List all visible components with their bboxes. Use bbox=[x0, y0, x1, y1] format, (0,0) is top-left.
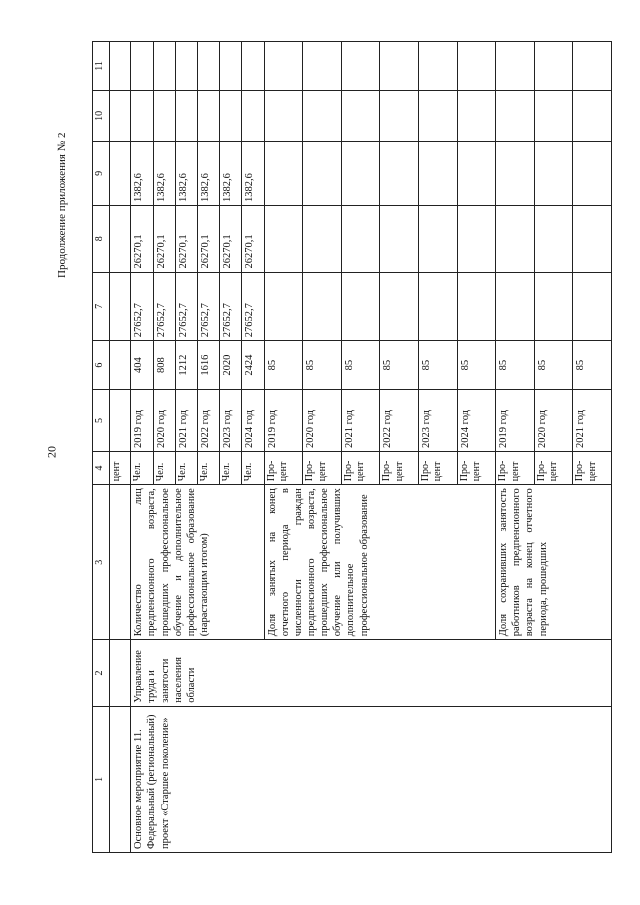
col-header: 11 bbox=[93, 42, 110, 91]
value-col8: 26270,1 bbox=[131, 206, 153, 272]
unit-cell: Чел. bbox=[242, 451, 264, 484]
value-col9 bbox=[534, 141, 573, 205]
col-header: 1 bbox=[93, 706, 110, 852]
value-col6: 85 bbox=[341, 341, 380, 390]
value-col8 bbox=[264, 206, 303, 272]
value-col6: 2424 bbox=[242, 341, 264, 390]
year-cell: 2021 год bbox=[341, 389, 380, 451]
value-col10 bbox=[380, 90, 419, 141]
value-col10 bbox=[573, 90, 612, 141]
value-col9 bbox=[573, 141, 612, 205]
value-col10 bbox=[457, 90, 496, 141]
col-header: 8 bbox=[93, 206, 110, 272]
unit-cell: Про-цент bbox=[573, 451, 612, 484]
col-header: 6 bbox=[93, 341, 110, 390]
value-col6: 85 bbox=[496, 341, 535, 390]
unit-cell: Про-цент bbox=[264, 451, 303, 484]
unit-cell: Про-цент bbox=[534, 451, 573, 484]
page-number: 20 bbox=[44, 446, 59, 458]
value-col7 bbox=[341, 272, 380, 341]
year-cell: 2020 год bbox=[153, 389, 175, 451]
value-col11 bbox=[534, 42, 573, 91]
value-col7 bbox=[418, 272, 457, 341]
value-col9 bbox=[496, 141, 535, 205]
unit-cell: Чел. bbox=[175, 451, 197, 484]
value-col6: 404 bbox=[131, 341, 153, 390]
value-col8 bbox=[457, 206, 496, 272]
value-col9: 1382,6 bbox=[175, 141, 197, 205]
value-col10 bbox=[153, 90, 175, 141]
value-col7 bbox=[457, 272, 496, 341]
col-header: 5 bbox=[93, 389, 110, 451]
value-col8 bbox=[303, 206, 342, 272]
value-col11 bbox=[131, 42, 153, 91]
value-col6: 85 bbox=[534, 341, 573, 390]
value-col9 bbox=[457, 141, 496, 205]
year-cell: 2022 год bbox=[198, 389, 220, 451]
unit-cell: Про-цент bbox=[380, 451, 419, 484]
value-col9: 1382,6 bbox=[198, 141, 220, 205]
value-col9 bbox=[303, 141, 342, 205]
value-col8: 26270,1 bbox=[242, 206, 264, 272]
value-col6: 808 bbox=[153, 341, 175, 390]
value-col6: 85 bbox=[573, 341, 612, 390]
value-col9 bbox=[380, 141, 419, 205]
value-col10 bbox=[242, 90, 264, 141]
column-number-row bbox=[93, 42, 110, 853]
value-col11 bbox=[341, 42, 380, 91]
value-col8 bbox=[496, 206, 535, 272]
value-col7: 27652,7 bbox=[153, 272, 175, 341]
value-col10 bbox=[220, 90, 242, 141]
value-col7: 27652,7 bbox=[242, 272, 264, 341]
value-col6: 2020 bbox=[220, 341, 242, 390]
value-col6: 1212 bbox=[175, 341, 197, 390]
value-col8 bbox=[418, 206, 457, 272]
unit-cell: Про-цент bbox=[496, 451, 535, 484]
value-col6: 85 bbox=[264, 341, 303, 390]
unit-cell: Про-цент bbox=[418, 451, 457, 484]
value-col8: 26270,1 bbox=[153, 206, 175, 272]
value-col11 bbox=[573, 42, 612, 91]
year-cell: 2021 год bbox=[573, 389, 612, 451]
value-col8: 26270,1 bbox=[175, 206, 197, 272]
value-col10 bbox=[303, 90, 342, 141]
value-col11 bbox=[496, 42, 535, 91]
value-col7: 27652,7 bbox=[220, 272, 242, 341]
value-col7 bbox=[573, 272, 612, 341]
rotated-table-container bbox=[92, 41, 612, 853]
table-row bbox=[110, 42, 131, 853]
value-col9: 1382,6 bbox=[153, 141, 175, 205]
indicator-name: Доля сохранивших занятость работников предпенсионного возраста на конец отчетного периода, прошедших bbox=[496, 485, 612, 640]
year-cell: 2020 год bbox=[303, 389, 342, 451]
value-col8: 26270,1 bbox=[220, 206, 242, 272]
col-header: 2 bbox=[93, 640, 110, 706]
value-col7 bbox=[534, 272, 573, 341]
value-col11 bbox=[303, 42, 342, 91]
unit-cell: Чел. bbox=[153, 451, 175, 484]
value-col10 bbox=[496, 90, 535, 141]
col-header: 4 bbox=[93, 451, 110, 484]
col-header: 9 bbox=[93, 141, 110, 205]
indicator-name: Доля занятых на конец отчетного периода в численности граждан предпенсионного возраста, прошедших профессиональное обучение или получивших дополнительное профессиональное образование bbox=[264, 485, 495, 640]
continuation-header: Продолжение приложения № 2 bbox=[56, 132, 68, 278]
year-cell: 2024 год bbox=[457, 389, 496, 451]
value-col10 bbox=[534, 90, 573, 141]
value-col7: 27652,7 bbox=[198, 272, 220, 341]
value-col8: 26270,1 bbox=[198, 206, 220, 272]
value-col11 bbox=[175, 42, 197, 91]
value-col9: 1382,6 bbox=[131, 141, 153, 205]
value-col11 bbox=[153, 42, 175, 91]
unit-cell: Чел. bbox=[131, 451, 153, 484]
value-col9: 1382,6 bbox=[242, 141, 264, 205]
value-col11 bbox=[457, 42, 496, 91]
value-col11 bbox=[198, 42, 220, 91]
value-col11 bbox=[242, 42, 264, 91]
value-col10 bbox=[131, 90, 153, 141]
value-col11 bbox=[220, 42, 242, 91]
year-cell: 2019 год bbox=[131, 389, 153, 451]
value-col8 bbox=[341, 206, 380, 272]
col-header: 3 bbox=[93, 485, 110, 640]
value-col7 bbox=[264, 272, 303, 341]
value-col8 bbox=[573, 206, 612, 272]
indicator-name: Количество лиц предпенсионного возраста, прошедших профессиональное обучение и дополнительное профессиональное образование (нарастающим итогом) bbox=[131, 485, 264, 640]
col-header: 7 bbox=[93, 272, 110, 341]
value-col7 bbox=[496, 272, 535, 341]
unit-cell: Про-цент bbox=[457, 451, 496, 484]
value-col7 bbox=[303, 272, 342, 341]
value-col7: 27652,7 bbox=[131, 272, 153, 341]
value-col8 bbox=[534, 206, 573, 272]
year-cell: 2022 год bbox=[380, 389, 419, 451]
value-col7: 27652,7 bbox=[175, 272, 197, 341]
year-cell: 2019 год bbox=[264, 389, 303, 451]
main-event-cell: Основное мероприятие 11. Федеральный (региональный) проект «Старшее поколение» bbox=[131, 706, 612, 852]
executor-cell: Управление труда и занятости населения области bbox=[131, 640, 612, 706]
value-col9 bbox=[341, 141, 380, 205]
value-col9 bbox=[264, 141, 303, 205]
year-cell: 2023 год bbox=[220, 389, 242, 451]
year-cell: 2020 год bbox=[534, 389, 573, 451]
value-col9: 1382,6 bbox=[220, 141, 242, 205]
value-col10 bbox=[198, 90, 220, 141]
value-col9 bbox=[418, 141, 457, 205]
value-col10 bbox=[264, 90, 303, 141]
col-header: 10 bbox=[93, 90, 110, 141]
unit-fragment: цент bbox=[110, 451, 131, 484]
unit-cell: Про-цент bbox=[341, 451, 380, 484]
value-col11 bbox=[264, 42, 303, 91]
table-row bbox=[131, 42, 153, 853]
value-col6: 85 bbox=[303, 341, 342, 390]
value-col6: 85 bbox=[380, 341, 419, 390]
value-col6: 85 bbox=[457, 341, 496, 390]
year-cell: 2024 год bbox=[242, 389, 264, 451]
unit-cell: Чел. bbox=[198, 451, 220, 484]
year-cell: 2023 год bbox=[418, 389, 457, 451]
program-table bbox=[92, 41, 612, 853]
year-cell: 2019 год bbox=[496, 389, 535, 451]
value-col11 bbox=[418, 42, 457, 91]
year-cell: 2021 год bbox=[175, 389, 197, 451]
value-col10 bbox=[175, 90, 197, 141]
value-col8 bbox=[380, 206, 419, 272]
value-col6: 85 bbox=[418, 341, 457, 390]
unit-cell: Про-цент bbox=[303, 451, 342, 484]
value-col10 bbox=[341, 90, 380, 141]
unit-cell: Чел. bbox=[220, 451, 242, 484]
value-col7 bbox=[380, 272, 419, 341]
value-col6: 1616 bbox=[198, 341, 220, 390]
value-col11 bbox=[380, 42, 419, 91]
value-col10 bbox=[418, 90, 457, 141]
